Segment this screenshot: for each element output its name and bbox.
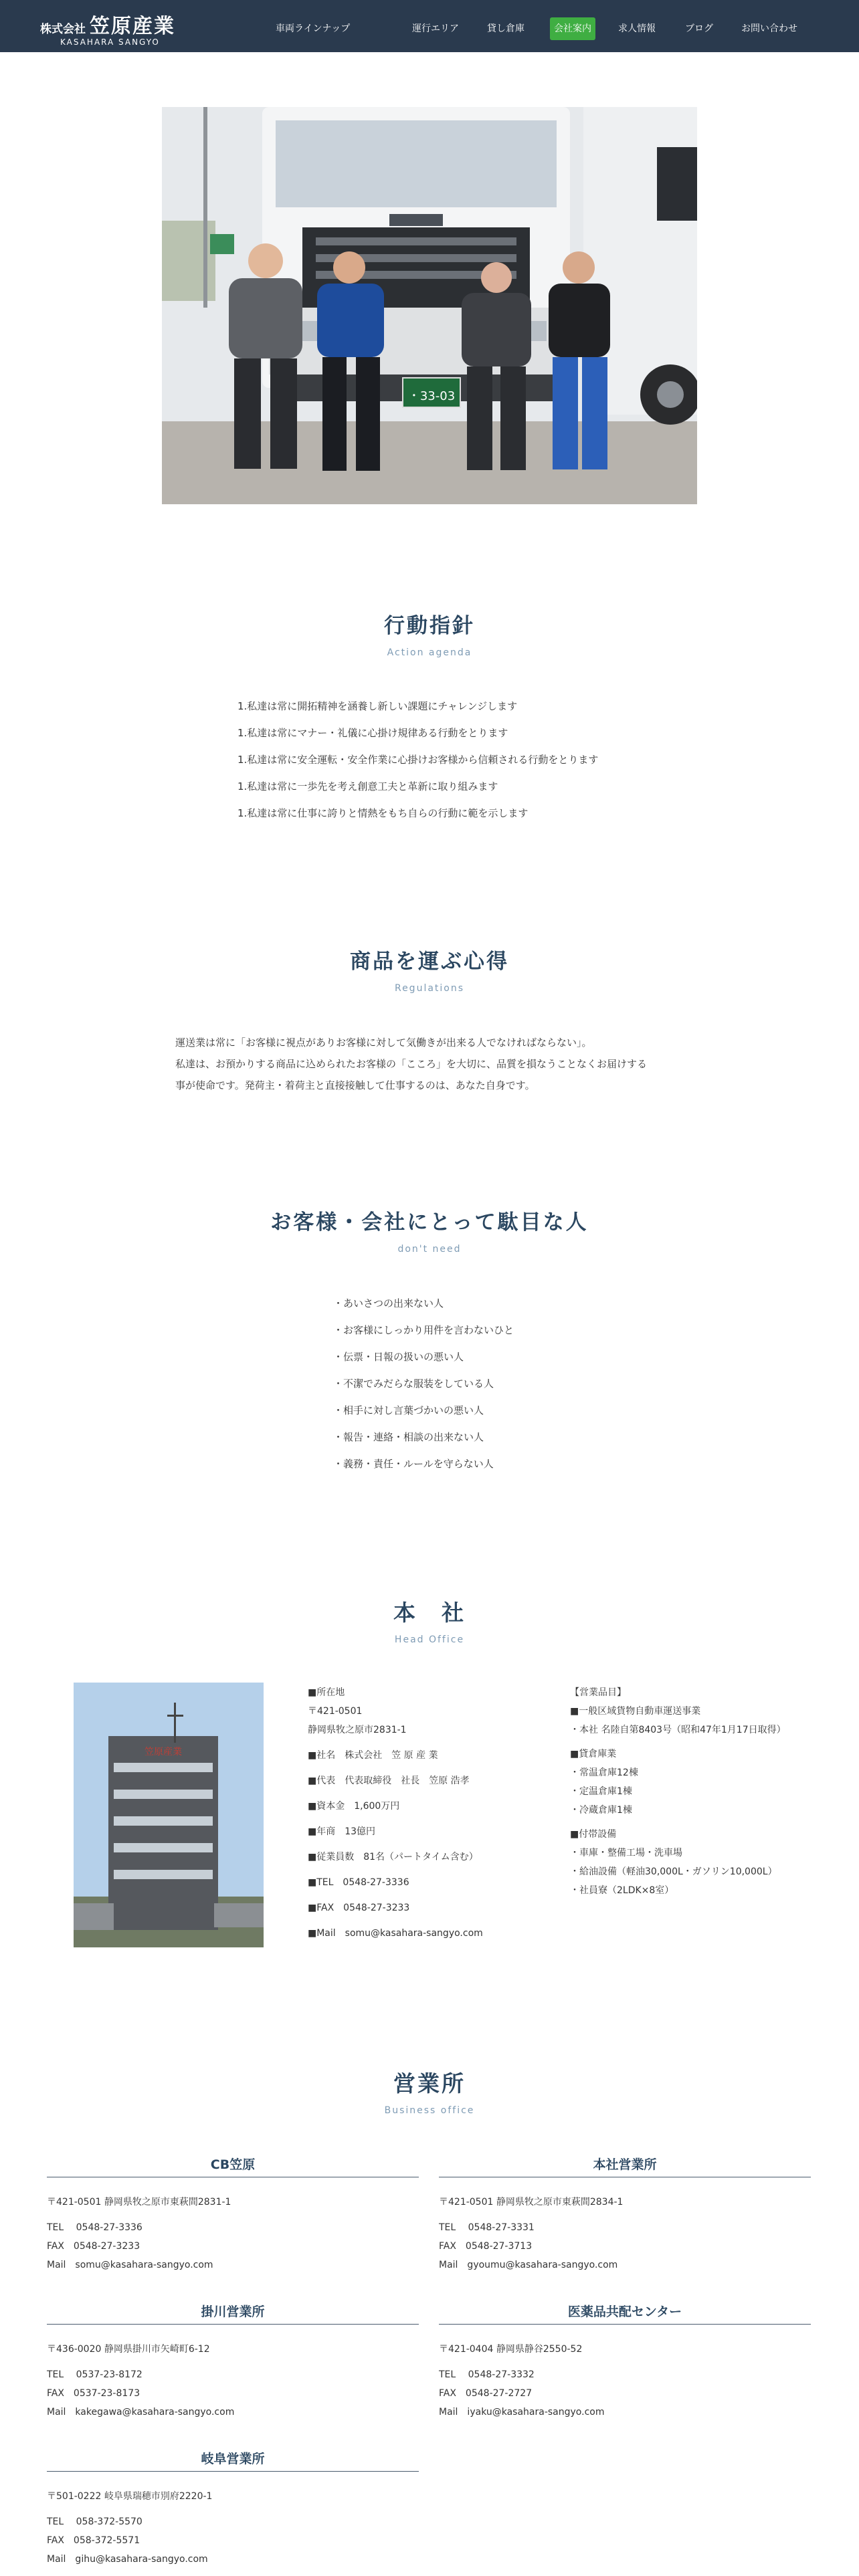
business-items: ■付帯設備 bbox=[570, 1829, 617, 1840]
business-items: ・定温倉庫1棟 bbox=[570, 1786, 632, 1797]
site-logo[interactable] bbox=[40, 9, 175, 47]
action-item: 1.私達は常に開拓精神を涵養し新しい課題にチャレンジします bbox=[237, 700, 518, 712]
head-office-info: 〒421-0501 bbox=[308, 1706, 363, 1717]
dont-need-item: ・伝票・日報の扱いの悪い人 bbox=[333, 1351, 464, 1363]
head-office-info: 静岡県牧之原市2831-1 bbox=[308, 1725, 407, 1735]
action-item: 1.私達は常に安全運転・安全作業に心掛けお客様から信頼される行動をとります bbox=[237, 754, 599, 766]
business-items: ・給油設備（軽油30,000L・ガソリン10,000L） bbox=[570, 1866, 777, 1877]
branch-title-gifu: 岐阜営業所 bbox=[47, 2449, 419, 2472]
action-item: 1.私達は常にマナー・礼儀に心掛け規律ある行動をとります bbox=[237, 727, 508, 739]
dont-need-item: ・相手に対し言葉づかいの悪い人 bbox=[333, 1404, 484, 1416]
dont-need-item: ・報告・連絡・相談の出来ない人 bbox=[333, 1431, 484, 1443]
business-items: ■一般区域貨物自動車運送事業 bbox=[570, 1706, 701, 1717]
head-office-info: ■代表 代表取締役 社長 笠原 浩孝 bbox=[308, 1776, 470, 1786]
head-office-info: ■従業員数 81名（パートタイム含む） bbox=[308, 1852, 478, 1862]
branch-fax: FAX 058-372-5571 bbox=[47, 2535, 140, 2546]
regulations-title: 商品を運ぶ心得 bbox=[350, 950, 509, 974]
branch-title-cb-kasahara: CB笠原 bbox=[47, 2155, 419, 2177]
head-office-mail: ■Mail somu@kasahara-sangyo.com bbox=[308, 1928, 483, 1939]
dont-need-item: ・あいさつの出来ない人 bbox=[333, 1297, 444, 1309]
head-office-info: ■年商 13億円 bbox=[308, 1826, 376, 1837]
branch-mail: Mail iyaku@kasahara-sangyo.com bbox=[439, 2407, 605, 2418]
branch-tel: TEL 058-372-5570 bbox=[47, 2516, 142, 2527]
action-agenda-subtitle: Action agenda bbox=[387, 647, 472, 658]
logo-name: 笠原産業 bbox=[90, 15, 175, 38]
business-items: ・車庫・整備工場・洗車場 bbox=[570, 1848, 682, 1858]
branch-mail: Mail somu@kasahara-sangyo.com bbox=[47, 2260, 213, 2270]
branch-title-kakegawa: 掛川営業所 bbox=[47, 2302, 419, 2325]
head-office-subtitle: Head Office bbox=[394, 1634, 465, 1645]
branch-fax: FAX 0548-27-3713 bbox=[439, 2241, 533, 2252]
logo-roman: KASAHARA SANGYO bbox=[60, 37, 160, 47]
branch-address: 〒436-0020 静岡県掛川市矢崎町6-12 bbox=[47, 2344, 210, 2355]
business-items: ・常温倉庫12棟 bbox=[570, 1767, 638, 1778]
action-item: 1.私達は常に一歩先を考え創意工夫と革新に取り組みます bbox=[237, 780, 498, 792]
staff-truck-illustration bbox=[162, 107, 697, 504]
branch-title-head: 本社営業所 bbox=[439, 2155, 811, 2177]
branch-tel: TEL 0548-27-3331 bbox=[439, 2222, 535, 2233]
branch-fax: FAX 0548-27-3233 bbox=[47, 2241, 140, 2252]
business-items: ・冷蔵倉庫1棟 bbox=[570, 1805, 632, 1816]
branch-mail: Mail gyoumu@kasahara-sangyo.com bbox=[439, 2260, 618, 2270]
business-items: 【営業品目】 bbox=[570, 1687, 626, 1698]
nav-service-area[interactable]: 運行エリア bbox=[412, 23, 459, 34]
business-office-title: 営業所 bbox=[393, 2070, 466, 2097]
head-office-info: ■所在地 bbox=[308, 1687, 345, 1698]
head-office-building-photo bbox=[74, 1683, 264, 1947]
nav-blog[interactable]: ブログ bbox=[685, 23, 713, 34]
branch-tel: TEL 0537-23-8172 bbox=[47, 2369, 142, 2380]
branch-title-pharma: 医薬品共配センター bbox=[439, 2302, 811, 2325]
dont-need-title: お客様・会社にとって駄目な人 bbox=[270, 1210, 589, 1235]
branch-tel: TEL 0548-27-3336 bbox=[47, 2222, 142, 2233]
building-sign: 笠原産業 bbox=[145, 1747, 182, 1757]
regulations-text: 私達は、お預かりする商品に込められたお客様の「こころ」を大切に、品質を損なうことなくお届けする bbox=[175, 1058, 648, 1070]
branch-address: 〒421-0501 静岡県牧之原市東萩間2834-1 bbox=[439, 2197, 624, 2208]
nav-recruit[interactable]: 求人情報 bbox=[618, 23, 656, 34]
dont-need-subtitle: don't need bbox=[397, 1244, 462, 1255]
nav-vehicle-lineup[interactable]: 車両ラインナップ bbox=[276, 23, 351, 34]
branch-address: 〒421-0501 静岡県牧之原市東萩間2831-1 bbox=[47, 2197, 231, 2208]
head-office-info: ■社名 株式会社 笠 原 産 業 bbox=[308, 1750, 438, 1761]
staff-truck-photo bbox=[162, 107, 697, 504]
dont-need-item: ・義務・責任・ルールを守らない人 bbox=[333, 1458, 494, 1470]
logo-prefix: 株式会社 bbox=[40, 23, 86, 36]
business-items: ・本社 名陸自第8403号（昭和47年1月17日取得） bbox=[570, 1725, 786, 1735]
nav-contact[interactable]: お問い合わせ bbox=[741, 23, 797, 34]
nav-company[interactable]: 会社案内 bbox=[550, 17, 595, 40]
branch-mail: Mail gihu@kasahara-sangyo.com bbox=[47, 2554, 208, 2565]
business-items: ・社員寮（2LDK×8室） bbox=[570, 1885, 674, 1896]
dont-need-item: ・不潔でみだらな服装をしている人 bbox=[333, 1378, 494, 1390]
head-office-title: 本 社 bbox=[393, 1600, 466, 1626]
branch-mail: Mail kakegawa@kasahara-sangyo.com bbox=[47, 2407, 235, 2418]
head-office-info: ■TEL 0548-27-3336 bbox=[308, 1877, 409, 1888]
regulations-subtitle: Regulations bbox=[394, 983, 465, 994]
regulations-text: 運送業は常に「お客様に視点がありお客様に対して気働きが出来る人でなければならない」。 bbox=[175, 1037, 592, 1049]
site-header bbox=[0, 0, 859, 52]
branch-fax: FAX 0537-23-8173 bbox=[47, 2388, 140, 2399]
action-agenda-title: 行動指針 bbox=[384, 614, 475, 638]
business-office-subtitle: Business office bbox=[384, 2105, 475, 2116]
branch-address: 〒421-0404 静岡県静谷2550-52 bbox=[439, 2344, 583, 2355]
building-illustration bbox=[74, 1683, 264, 1947]
business-items: ■貸倉庫業 bbox=[570, 1749, 617, 1759]
action-item: 1.私達は常に仕事に誇りと情熱をもち自らの行動に範を示します bbox=[237, 807, 529, 819]
branch-tel: TEL 0548-27-3332 bbox=[439, 2369, 535, 2380]
license-plate: ・33-03 bbox=[407, 389, 456, 403]
head-office-info: ■FAX 0548-27-3233 bbox=[308, 1903, 410, 1913]
regulations-text: 事が使命です。発荷主・着荷主と直接接触して仕事するのは、あなた自身です。 bbox=[175, 1079, 535, 1091]
nav-warehouse[interactable]: 貸し倉庫 bbox=[487, 23, 524, 34]
head-office-info: ■資本金 1,600万円 bbox=[308, 1801, 400, 1812]
branch-fax: FAX 0548-27-2727 bbox=[439, 2388, 533, 2399]
dont-need-item: ・お客様にしっかり用件を言わないひと bbox=[333, 1324, 514, 1336]
branch-address: 〒501-0222 岐阜県瑞穂市別府2220-1 bbox=[47, 2491, 213, 2502]
